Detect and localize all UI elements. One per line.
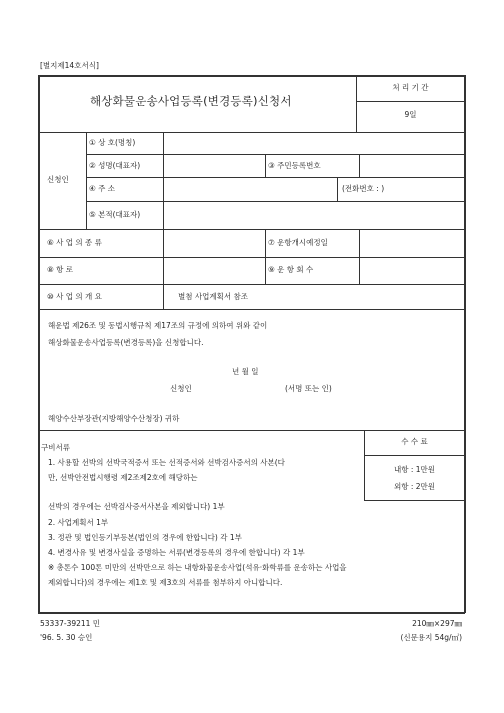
fee-domestic: 내항 : 1만원 [393, 465, 436, 474]
fee-label: 수 수 료 [401, 437, 428, 446]
frame-top [38, 75, 465, 77]
addressee: 해양수산부장관(지방해양수산청장) 귀하 [48, 414, 180, 423]
frame-bottom [38, 612, 465, 614]
applicant-signer-label: 신청인 [170, 384, 192, 393]
business-summary-label: ⑩ 사 업 의 개 요 [47, 292, 102, 301]
frame-right [464, 75, 466, 613]
document-note-line-2: 제외합니다)의 경우에는 제1호 및 제3호의 서류를 첨부하지 아니합니다. [48, 578, 283, 587]
declaration-line-2: 해상화물운송사업등록(변경등록)을 신청합니다. [48, 338, 204, 347]
start-date-label: ⑦ 운항개시예정일 [268, 238, 328, 247]
document-item-1-line-1: 1. 사용할 선박의 선박국적증서 또는 선적증서와 선박검사증서의 사본(다 [48, 458, 285, 467]
frame-left [38, 75, 40, 613]
document-item-1-line-2: 만, 선박안전법시행령 제2조제2호에 해당하는 [48, 473, 198, 482]
form-number: [별지제14호서식] [40, 61, 99, 70]
application-date: 년 월 일 [232, 367, 259, 376]
form-code: 53337-39211 민 [40, 619, 101, 628]
phone-label: (전화번호 : ) [342, 184, 385, 193]
paper-size: 210㎜×297㎜ [412, 619, 462, 628]
address-label: ④ 주 소 [89, 184, 115, 193]
form-title: 해상화물운송사업등록(변경등록)신청서 [90, 94, 292, 108]
document-note-line-1: ※ 총톤수 100톤 미만의 선박만으로 하는 내항화물운송사업(석유·화학류를 운송하는 사업을 [48, 563, 347, 572]
document-item-1-line-3: 선박의 경우에는 선박검사증서사본을 제외합니다) 1부 [48, 502, 225, 511]
head-office-label: ⑤ 본적(대표자) [89, 210, 141, 219]
document-item-3: 3. 정관 및 법인등기부등본(법인의 경우에 한합니다) 각 1부 [48, 533, 242, 542]
route-label: ⑧ 항 로 [47, 265, 73, 274]
fee-international: 외항 : 2만원 [393, 482, 436, 491]
business-type-label: ⑥ 사 업 의 종 류 [47, 238, 102, 247]
resident-number-label: ③ 주민등록번호 [268, 161, 321, 170]
paper-type: (신문용지 54g/㎡) [400, 633, 462, 642]
approval-date: '96. 5. 30 승인 [40, 633, 93, 642]
trade-name-label: ① 상 호(명칭) [89, 138, 136, 147]
name-representative-label: ② 성명(대표자) [89, 161, 141, 170]
document-item-4: 4. 변경사유 및 변경사실을 증명하는 서류(변경등록의 경우에 한합니다) 각 1부 [48, 548, 305, 557]
processing-period-label: 처 리 기 간 [392, 83, 429, 92]
applicant-label: 신청인 [47, 175, 69, 184]
declaration-line-1: 해운법 제26조 및 동법시행규칙 제17조의 규정에 의하여 위와 같이 [48, 321, 268, 330]
document-item-2: 2. 사업계획서 1부 [48, 518, 109, 527]
signature-label: (서명 또는 인) [285, 384, 332, 393]
trips-label: ⑨ 운 항 회 수 [268, 265, 314, 274]
processing-period-value: 9일 [404, 110, 417, 119]
documents-header: 구비서류 [41, 443, 70, 452]
business-summary-value: 별첨 사업계획서 참조 [178, 292, 248, 301]
